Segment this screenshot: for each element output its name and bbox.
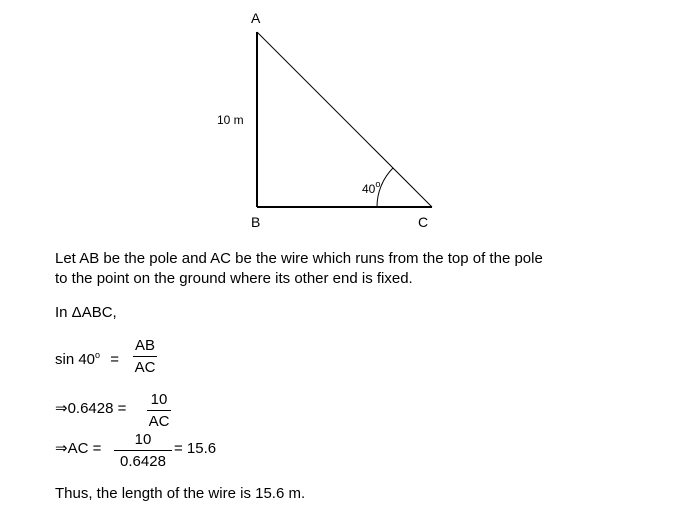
angle-c-value: 40	[362, 182, 376, 196]
step1-unit: o	[95, 350, 101, 360]
step3-lhs: ⇒AC =	[55, 440, 102, 457]
step2-fraction	[147, 391, 171, 431]
fraction-bar	[133, 356, 157, 357]
triangle-reference: In ΔABC,	[55, 304, 117, 321]
intro-line-1: Let AB be the pole and AC be the wire which runs from the top of the pole	[55, 250, 543, 267]
step3-numerator: 10	[134, 431, 152, 448]
angle-c-label	[362, 176, 380, 197]
step1-lhs	[55, 345, 119, 370]
step1-fraction	[133, 337, 157, 377]
vertex-b-label: B	[251, 214, 261, 230]
step1-numerator: AB	[134, 337, 155, 354]
conclusion: Thus, the length of the wire is 15.6 m.	[55, 485, 306, 502]
fraction-bar	[147, 410, 171, 411]
fraction-bar	[114, 450, 172, 451]
triangle-figure	[0, 0, 690, 240]
step2-lhs: ⇒0.6428 =	[55, 400, 127, 417]
angle-c-unit: o	[375, 179, 381, 189]
step3-denominator: 0.6428	[120, 453, 166, 470]
side-ac	[257, 32, 432, 207]
vertex-a-label: A	[251, 10, 261, 26]
step2-denominator: AC	[148, 413, 170, 430]
step3-result: = 15.6	[174, 440, 217, 457]
step1-equals: =	[110, 351, 119, 368]
step2-numerator: 10	[150, 391, 168, 408]
step3-fraction	[114, 431, 172, 471]
side-ab-length-label: 10 m	[217, 113, 244, 127]
step1-denominator: AC	[134, 359, 156, 376]
vertex-c-label: C	[418, 214, 429, 230]
intro-line-2: to the point on the ground where its other end is fixed.	[55, 270, 413, 287]
step1-fn: sin 40	[55, 351, 96, 368]
